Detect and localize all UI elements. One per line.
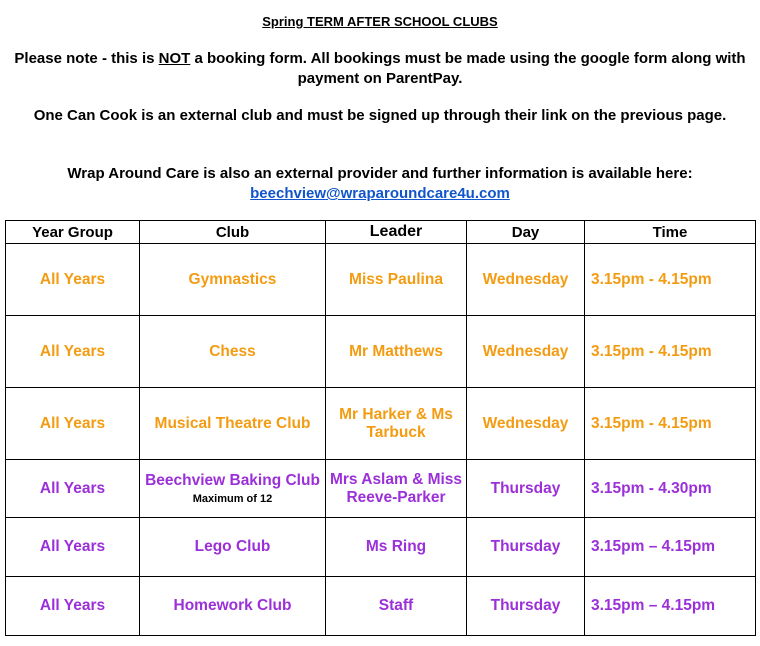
cell-year-group: All Years (6, 577, 140, 636)
cell-time: 3.15pm - 4.15pm (585, 244, 756, 316)
cell-club-name: Beechview Baking Club (145, 472, 320, 489)
booking-notice-start: Please note - this is (14, 50, 159, 67)
cell-day: Wednesday (467, 316, 585, 388)
cell-leader: Miss Paulina (326, 244, 467, 316)
table-row (6, 388, 756, 460)
cell-year-group: All Years (6, 316, 140, 388)
cell-club: Lego Club (140, 518, 326, 577)
cell-leader: Mrs Aslam & Miss Reeve-Parker (326, 460, 467, 518)
cell-day: Thursday (467, 577, 585, 636)
table-row (6, 518, 756, 577)
cell-year-group: All Years (6, 388, 140, 460)
header-leader: Leader (326, 221, 467, 244)
wrap-around-care-text: Wrap Around Care is also an external provider and further information is available here: (67, 165, 693, 182)
booking-notice-emphasis: NOT (158, 50, 191, 67)
cell-time: 3.15pm – 4.15pm (585, 577, 756, 636)
wrap-around-care-notice (10, 164, 750, 204)
cell-year-group: All Years (6, 518, 140, 577)
header-day: Day (467, 221, 585, 244)
clubs-table (5, 220, 756, 636)
cell-year-group: All Years (6, 244, 140, 316)
cell-time: 3.15pm - 4.15pm (585, 388, 756, 460)
table-row (6, 316, 756, 388)
cell-year-group: All Years (6, 460, 140, 518)
table-row (6, 577, 756, 636)
booking-notice-end: a booking form. All bookings must be made using the google form along with payment on ParentPay. (190, 50, 746, 87)
one-can-cook-notice: One Can Cook is an external club and must be signed up through their link on the previous page. (33, 107, 727, 124)
cell-day: Thursday (467, 518, 585, 577)
cell-leader: Mr Harker & Ms Tarbuck (326, 388, 467, 460)
cell-day: Wednesday (467, 388, 585, 460)
cell-club (140, 460, 326, 518)
cell-day: Wednesday (467, 244, 585, 316)
cell-leader: Mr Matthews (326, 316, 467, 388)
table-header-row (6, 221, 756, 244)
table-row (6, 460, 756, 518)
wrap-around-care-email-link[interactable]: beechview@wraparoundcare4u.com (250, 185, 510, 202)
page-title: Spring TERM AFTER SCHOOL CLUBS (262, 14, 498, 29)
cell-club: Homework Club (140, 577, 326, 636)
club-capacity-note: Maximum of 12 (192, 493, 273, 505)
table-row (6, 244, 756, 316)
cell-time: 3.15pm – 4.15pm (585, 518, 756, 577)
cell-time: 3.15pm - 4.15pm (585, 316, 756, 388)
header-year-group: Year Group (6, 221, 140, 244)
cell-leader: Staff (326, 577, 467, 636)
cell-time: 3.15pm - 4.30pm (585, 460, 756, 518)
header-club: Club (140, 221, 326, 244)
booking-notice (10, 49, 750, 89)
cell-club: Chess (140, 316, 326, 388)
header-time: Time (585, 221, 756, 244)
cell-leader: Ms Ring (326, 518, 467, 577)
cell-day: Thursday (467, 460, 585, 518)
cell-club: Gymnastics (140, 244, 326, 316)
cell-club: Musical Theatre Club (140, 388, 326, 460)
